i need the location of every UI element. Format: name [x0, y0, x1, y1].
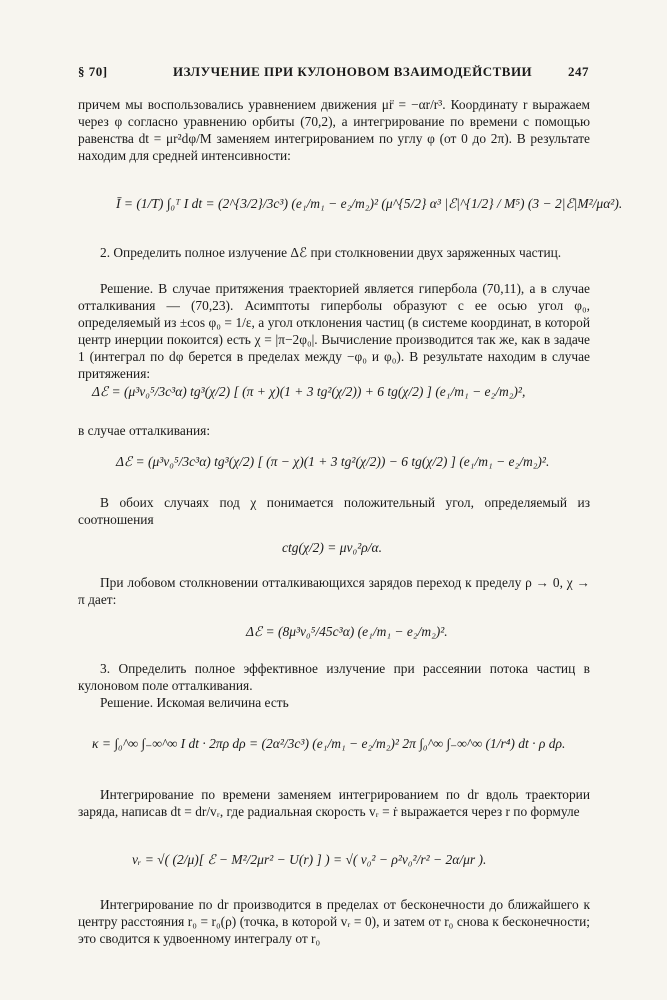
problem-3-statement: 3. Определить полное эффективное излучение при рассеянии потока частиц в кулоновом поле отталкивания.: [78, 661, 590, 693]
solution-3-intro: Решение. Искомая величина есть: [100, 695, 289, 710]
solution-2-text: Решение. В случае притяжения траекторией является гипербола (70,11), а в случае отталкивания — (70,23). Асимптоты гиперболы образуют с ее осью угол φ₀, определяемый из ±cos φ₀ = 1/ε, а угол отклонения частиц (в системе координат, в которой центр инерции покоится) есть χ = |π−2φ₀|. Вычисление производится так же, как в задаче 1 (интеграл по dφ берется в пределах между −φ₀ и φ₀). В результате находим в случае притяжения:: [78, 281, 590, 381]
chapter-title: ИЗЛУЧЕНИЕ ПРИ КУЛОНОВОМ ВЗАИМОДЕЙСТВИИ: [173, 64, 533, 79]
running-header: [78, 64, 589, 84]
equation-head-on: Δℰ = (8μ³v₀⁵/45c³α) (e₁/m₁ − e₂/m₂)².: [246, 624, 448, 639]
equation-repulsion: Δℰ = (μ³v₀⁵/3c³α) tg³(χ/2) [ (π − χ)(1 + 3 tg²(χ/2)) − 6 tg(χ/2) ] (e₁/m₁ − e₂/m₂)².: [116, 454, 550, 469]
paragraph-head-on: При лобовом столкновении отталкивающихся зарядов переход к пределу ρ → 0, χ → π дает:: [78, 575, 590, 607]
page-number: 247: [568, 64, 589, 79]
equation-radial-velocity: vᵣ = √( (2/μ)[ ℰ − M²/2μr² − U(r) ] ) = √( v₀² − ρ²v₀²/r² − 2α/μr ).: [132, 852, 487, 867]
paragraph-integration-limits: Интегрирование по dr производится в пределах от бесконечности до ближайшего к центру расстояния r₀ = r₀(ρ) (точка, в которой vᵣ = 0), и затем от r₀ снова к бесконечности; это сводится к удвоенному интегралу от r₀: [78, 897, 590, 946]
paragraph-angle-definition: В обоих случаях под χ понимается положительный угол, определяемый из соотношения: [78, 495, 590, 527]
problem-2-statement: 2. Определить полное излучение Δℰ при столкновении двух заряженных частиц.: [100, 245, 562, 260]
paragraph-radial-velocity: Интегрирование по времени заменяем интегрированием по dr вдоль траектории заряда, написав dt = dr/vᵣ, где радиальная скорость vᵣ = ṙ выражается через r по формуле: [78, 787, 590, 819]
section-number: § 70]: [78, 64, 108, 79]
equation-attraction: Δℰ = (μ³v₀⁵/3c³α) tg³(χ/2) [ (π + χ)(1 + 3 tg²(χ/2)) + 6 tg(χ/2) ] (e₁/m₁ − e₂/m₂)²,: [92, 384, 526, 399]
equation-effective-radiation: κ = ∫₀^∞ ∫₋∞^∞ I dt · 2πρ dρ = (2α²/3c³) (e₁/m₁ − e₂/m₂)² 2π ∫₀^∞ ∫₋∞^∞ (1/r⁴) dt · ρ dρ.: [92, 736, 566, 751]
paragraph-1: причем мы воспользовались уравнением движения μr̈ = −αr/r³. Координату r выражаем через φ согласно уравнению орбиты (70,2), а интегрирование по времени с помощью равенства dt = μr²dφ/M заменяем интегрированием по углу φ (от 0 до 2π). В результате находим для средней интенсивности:: [78, 97, 590, 163]
equation-average-intensity: Ī = (1/T) ∫₀ᵀ I dt = (2^{3/2}/3c³) (e₁/m₁ − e₂/m₂)² (μ^{5/2} α³ |ℰ|^{1/2} / M⁵) (3 − 2|ℰ|M²/μα²).: [116, 196, 623, 211]
equation-ctg: ctg(χ/2) = μv₀²ρ/α.: [282, 540, 382, 555]
paragraph-repulsion: в случае отталкивания:: [78, 423, 211, 438]
